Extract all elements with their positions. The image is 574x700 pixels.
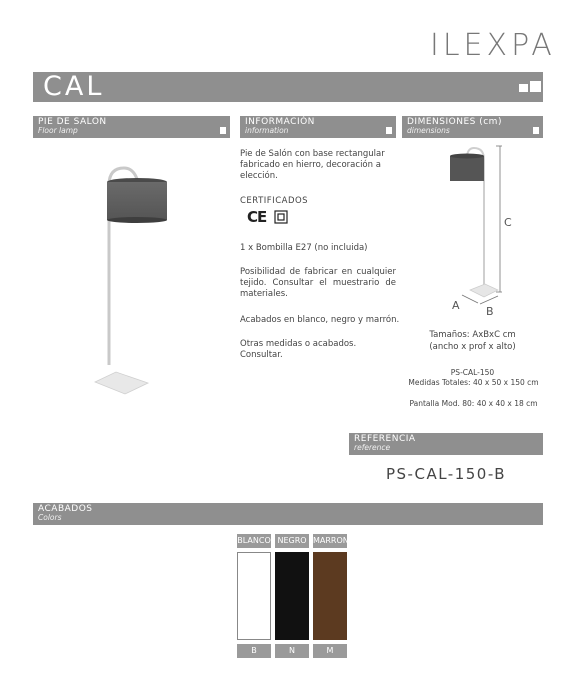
small-square-icon (519, 84, 528, 92)
ce-mark: CE (247, 208, 267, 226)
swatch-name-black: NEGRO (275, 534, 309, 548)
sizes-sublabel: (ancho x prof x alto) (429, 342, 516, 352)
dimension-diagram (440, 140, 520, 320)
category-title: PIE DE SALON (38, 117, 107, 127)
swatch-code-white: B (237, 644, 271, 658)
dimensions-title: DIMENSIONES (cm) (407, 117, 502, 127)
swatch-name-brown: MARRON (313, 534, 347, 548)
info-subtitle: information (245, 126, 289, 135)
finishes-note: Acabados en blanco, negro y marrón. (240, 315, 400, 325)
product-title-bar (33, 72, 543, 102)
dimensions-subtitle: dimensions (407, 126, 450, 135)
class-ii-icon (274, 210, 288, 224)
reference-title: REFERENCIA (354, 434, 416, 444)
total-measures: Medidas Totales: 40 x 50 x 150 cm (408, 378, 539, 387)
info-title: INFORMACIÓN (245, 117, 315, 127)
header-square-icon (533, 127, 539, 134)
fabric-info: Posibilidad de fabricar en cualquier tejido. Consultar el muestrario de materiales. (240, 267, 396, 299)
swatch-white[interactable] (237, 552, 271, 640)
swatch-code-brown: M (313, 644, 347, 658)
dimension-label-a: A (452, 299, 460, 312)
swatch-brown[interactable] (313, 552, 347, 640)
sizes-label: Tamaños: AxBxC cm (429, 330, 516, 340)
certificates-label: CERTIFICADOS (240, 196, 309, 206)
model-code: PS-CAL-150 (450, 368, 495, 377)
medium-square-icon (530, 81, 541, 92)
dimension-label-b: B (486, 305, 494, 318)
product-description: Pie de Salón con base rectangular fabricado en hierro, decoración a elección. (240, 149, 385, 181)
dimensions-header (402, 116, 543, 138)
category-header (33, 116, 230, 138)
header-square-icon (220, 127, 226, 134)
large-square-icon (544, 77, 558, 93)
product-image (80, 150, 200, 400)
info-header (240, 116, 396, 138)
bulb-info: 1 x Bombilla E27 (no incluida) (240, 243, 368, 253)
other-options: Otras medidas o acabados. Consultar. (240, 339, 357, 360)
finishes-subtitle: Colors (38, 513, 62, 522)
swatch-name-white: BLANCO (237, 534, 271, 548)
finishes-title: ACABADOS (38, 504, 93, 514)
reference-subtitle: reference (354, 443, 391, 452)
shade-measures: Pantalla Mod. 80: 40 x 40 x 18 cm (409, 399, 538, 408)
reference-code: PS-CAL-150-B (385, 465, 507, 483)
swatch-black[interactable] (275, 552, 309, 640)
finishes-header (33, 503, 543, 525)
swatch-code-black: N (275, 644, 309, 658)
category-subtitle: Floor lamp (38, 126, 78, 135)
dimension-label-c: C (504, 216, 512, 229)
product-title: CAL (43, 71, 105, 102)
header-square-icon (386, 127, 392, 134)
reference-header (349, 433, 543, 455)
brand-logo: ILEXPA (430, 28, 556, 63)
